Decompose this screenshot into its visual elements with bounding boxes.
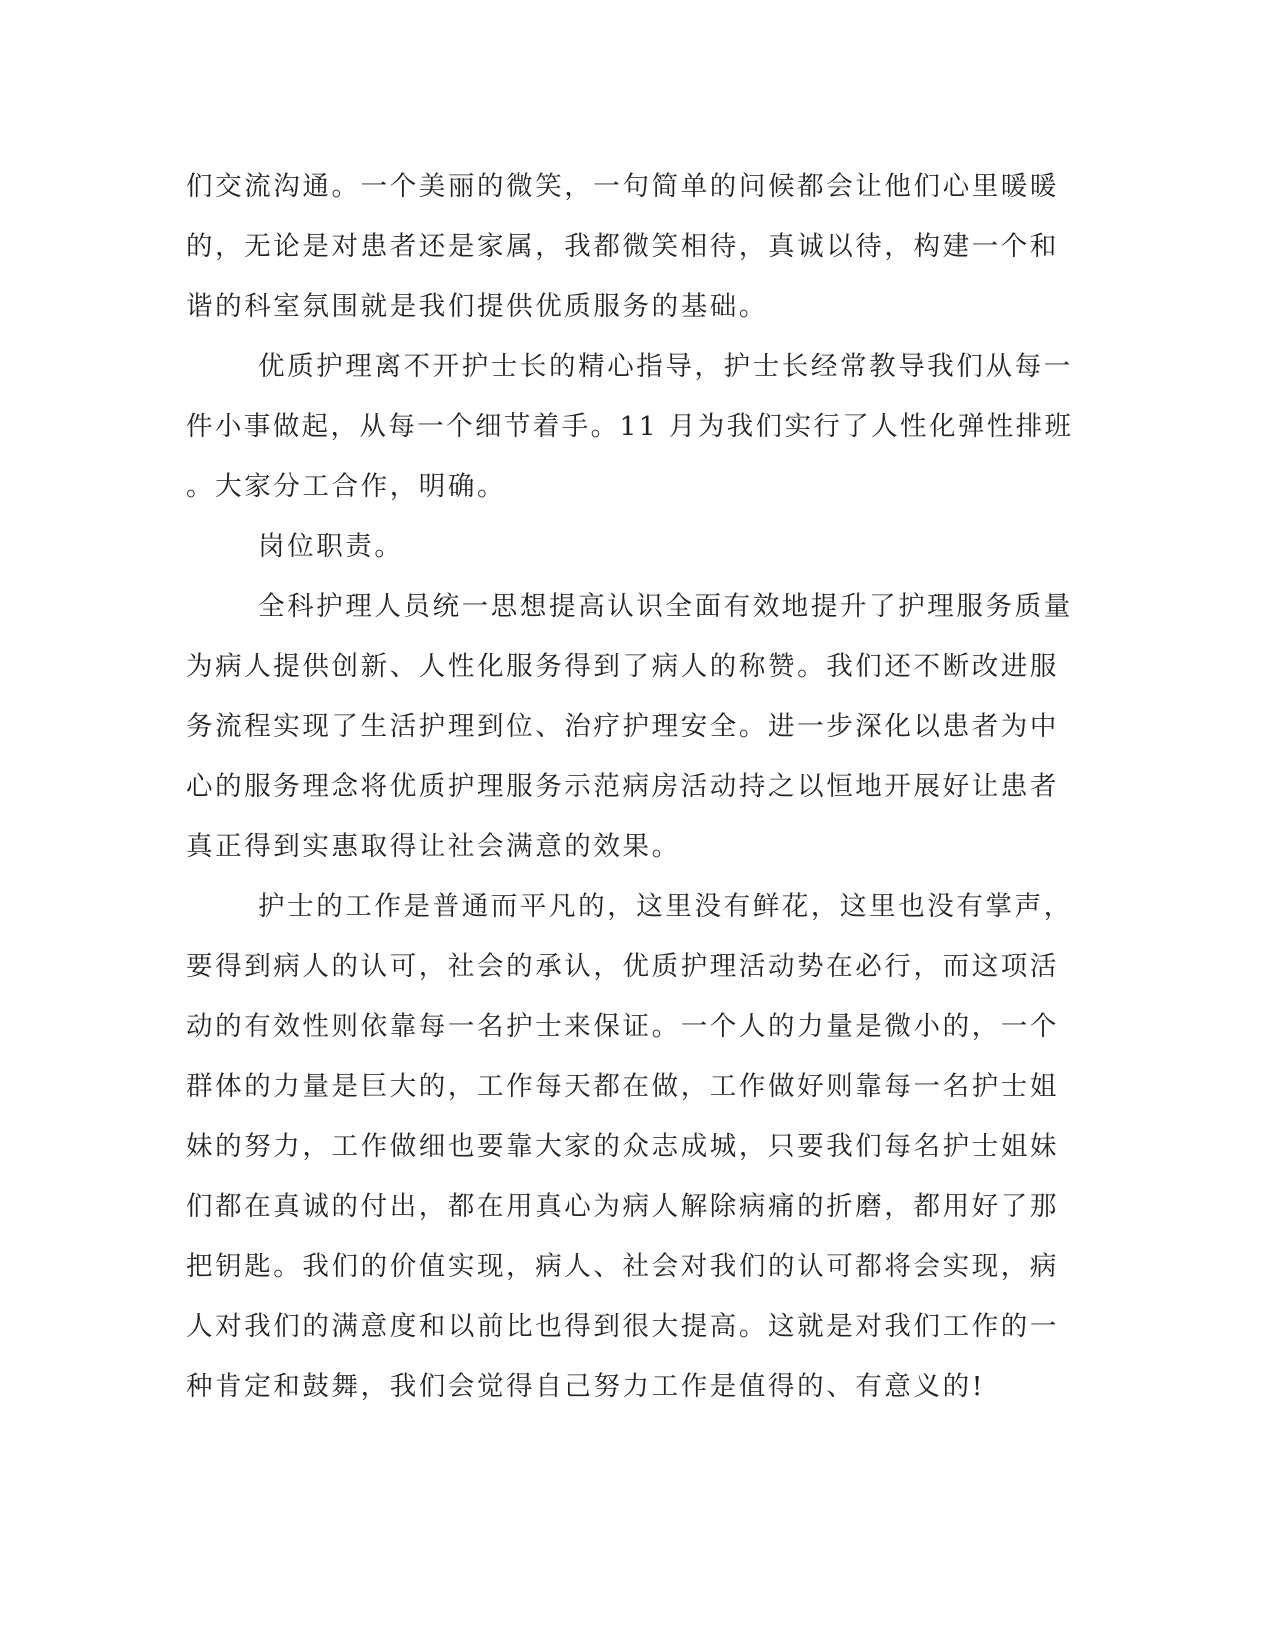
text-line: 。大家分工合作，明确。: [186, 471, 507, 502]
paragraph-first-line: 护士的工作是普通而平凡的，这里没有鲜花，这里也没有掌声，: [258, 891, 1073, 922]
text-line: 群体的力量是巨大的，工作每天都在做，工作做好则靠每一名护士姐: [186, 1071, 1059, 1102]
text-line: 妹的努力，工作做细也要靠大家的众志成城，只要我们每名护士姐妹: [186, 1131, 1059, 1162]
body-text: [186, 157, 1076, 1417]
paragraph-first-line: 岗位职责。: [258, 531, 404, 562]
text-line: 人对我们的满意度和以前比也得到很大提高。这就是对我们工作的一: [186, 1311, 1059, 1342]
text-line: 谐的科室氛围就是我们提供优质服务的基础。: [186, 291, 768, 322]
paragraph-first-line: 全科护理人员统一思想提高认识全面有效地提升了护理服务质量: [258, 591, 1073, 622]
text-line: 心的服务理念将优质护理服务示范病房活动持之以恒地开展好让患者: [186, 771, 1059, 802]
text-line: 的，无论是对患者还是家属，我都微笑相待，真诚以待，构建一个和: [186, 231, 1059, 262]
text-line: 为病人提供创新、人性化服务得到了病人的称赞。我们还不断改进服: [186, 651, 1059, 682]
text-line: 要得到病人的认可，社会的承认，优质护理活动势在必行，而这项活: [186, 951, 1059, 982]
text-line: 把钥匙。我们的价值实现，病人、社会对我们的认可都将会实现，病: [186, 1251, 1059, 1282]
text-line: 们交流沟通。一个美丽的微笑，一句简单的问候都会让他们心里暖暖: [186, 171, 1059, 202]
text-line: 件小事做起，从每一个细节着手。11 月为我们实行了人性化弹性排班: [186, 411, 1074, 442]
text-line: 们都在真诚的付出，都在用真心为病人解除病痛的折磨，都用好了那: [186, 1191, 1059, 1222]
paragraph-first-line: 优质护理离不开护士长的精心指导，护士长经常教导我们从每一: [258, 351, 1073, 382]
text-line: 种肯定和鼓舞，我们会觉得自己努力工作是值得的、有意义的!: [186, 1371, 985, 1402]
text-line: 务流程实现了生活护理到位、治疗护理安全。进一步深化以患者为中: [186, 711, 1059, 742]
text-line: 真正得到实惠取得让社会满意的效果。: [186, 831, 681, 862]
text-line: 动的有效性则依靠每一名护士来保证。一个人的力量是微小的，一个: [186, 1011, 1059, 1042]
